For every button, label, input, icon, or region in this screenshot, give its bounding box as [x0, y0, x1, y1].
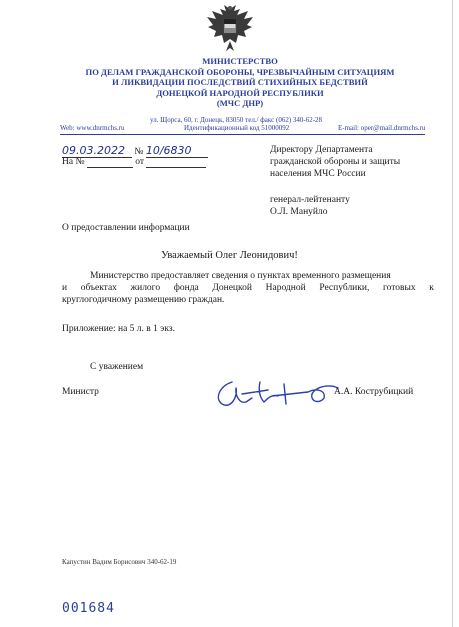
body-line: круглогодичному размещению граждан.	[62, 295, 225, 306]
ministry-line: ПО ДЕЛАМ ГРАЖДАНСКОЙ ОБОРОНЫ, ЧРЕЗВЫЧАЙНЫМ СИТУАЦИЯМ	[85, 66, 395, 77]
closing: С уважением	[90, 362, 144, 372]
letter-subject: О предоставлении информации	[62, 223, 190, 233]
attachment-note: Приложение: на 5 л. в 1 экз.	[62, 324, 175, 334]
page-edge	[452, 0, 453, 627]
ministry-line: И ЛИКВИДАЦИИ ПОСЛЕДСТВИЙ СТИХИЙНЫХ БЕДСТВИЙ	[112, 77, 368, 88]
handwritten-signature	[212, 376, 342, 410]
handwritten-number: 10/6830	[145, 144, 192, 157]
body-line: и объектах жилого фонда Донецкой Народной Республики, готовых к	[62, 283, 434, 294]
reference-date-label: от	[135, 157, 145, 167]
identification-code: Идентификационный код 51000092	[184, 124, 290, 132]
email-link[interactable]: E-mail: oper@mail.dnrmchs.ru	[338, 124, 426, 132]
reference-number-label: На №	[62, 157, 85, 167]
ministry-line: ДОНЕЦКОЙ НАРОДНОЙ РЕСПУБЛИКИ	[156, 87, 324, 98]
ministry-address: ул. Щорса, 60, г. Донецк, 83050 тел./ факс (062) 340-62-28	[150, 116, 323, 124]
handwritten-date: 09.03.2022	[62, 144, 125, 157]
ministry-line: (МЧС ДНР)	[216, 98, 264, 109]
body-line: Министерство предоставляет сведения о пунктах временного размещения	[90, 271, 391, 281]
addressee-name: О.Л. Мануйло	[270, 206, 328, 217]
addressee-block	[270, 144, 400, 218]
addressee-rank: генерал-лейтенанту	[270, 194, 350, 205]
reference-line	[62, 157, 206, 168]
outgoing-date-number	[62, 144, 208, 158]
ministry-header	[60, 56, 420, 109]
addressee-line: гражданской обороны и защиты	[270, 157, 401, 168]
ministry-line: МИНИСТЕРСТВО	[202, 56, 278, 66]
number-sign: №	[134, 147, 144, 157]
letter-body	[62, 270, 434, 307]
header-divider	[60, 134, 425, 135]
registration-number: 001684	[62, 601, 115, 616]
executor-info: Капустин Вадим Борисович 340-62-19	[62, 558, 177, 566]
coat-of-arms-emblem	[204, 3, 256, 55]
addressee-line: населения МЧС России	[270, 169, 366, 180]
website-link[interactable]: Web: www.dnrmchs.ru	[60, 124, 125, 132]
signer-name: А.А. Кострубицкий	[334, 387, 414, 397]
signer-position: Министр	[62, 387, 99, 397]
greeting: Уважаемый Олег Леонидович!	[161, 250, 298, 261]
addressee-line: Директору Департамента	[270, 145, 373, 155]
